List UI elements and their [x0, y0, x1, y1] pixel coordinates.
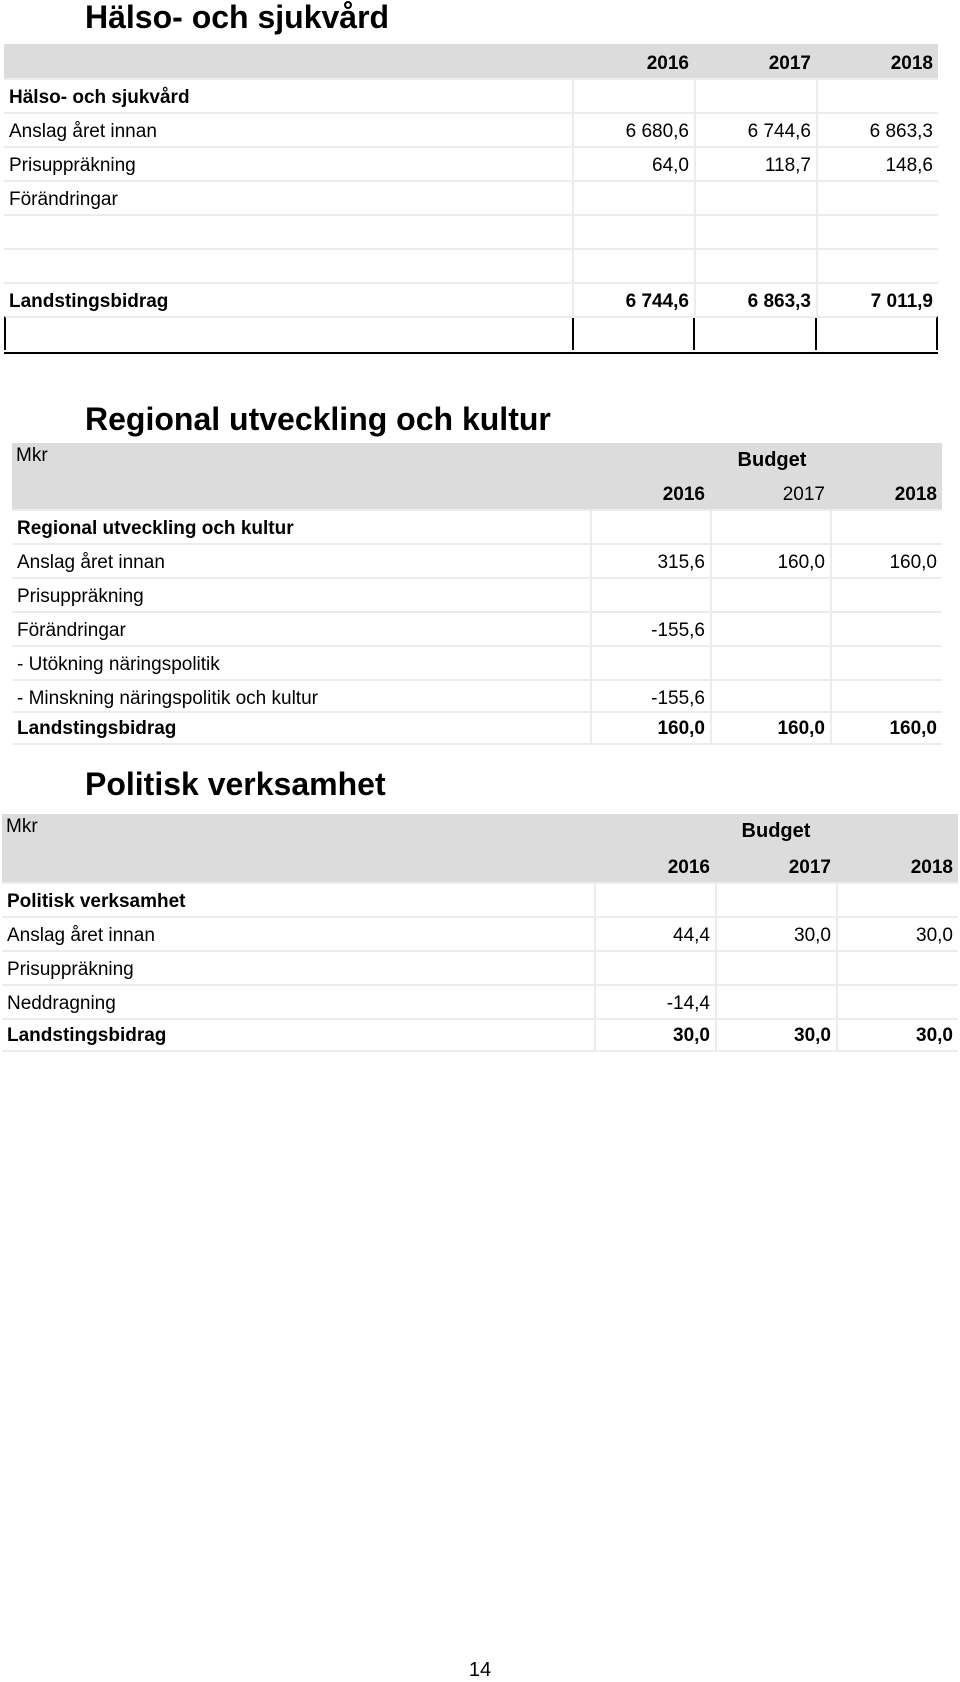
- value-2016: [590, 647, 710, 679]
- total-2016: 160,0: [590, 713, 710, 743]
- section-title-regional: Regional utveckling och kultur: [85, 401, 551, 437]
- empty-row: [4, 248, 938, 282]
- table-row: [12, 577, 942, 611]
- total-2017: 30,0: [715, 1020, 836, 1050]
- value-2016: [590, 579, 710, 611]
- year-2018-header: 2018: [890, 53, 933, 74]
- value-2018: 6 863,3: [816, 114, 938, 146]
- year-2016-header: 2016: [667, 857, 710, 878]
- subheading-label: Politisk verksamhet: [7, 891, 186, 912]
- value-2017: 6 744,6: [694, 114, 816, 146]
- unit-label: Mkr: [6, 816, 38, 837]
- row-label: Förändringar: [17, 620, 126, 641]
- value-2018: [816, 182, 938, 214]
- value-2018: 30,0: [836, 918, 958, 950]
- value-2017: [710, 613, 830, 645]
- table-row: [12, 645, 942, 679]
- row-label: Anslag året innan: [7, 925, 155, 946]
- row-label: Anslag året innan: [17, 552, 165, 573]
- row-label: Anslag året innan: [9, 121, 157, 142]
- section-title-politisk: Politisk verksamhet: [85, 766, 386, 802]
- page-number: 14: [468, 1659, 492, 1681]
- row-label: - Minskning näringspolitik och kultur: [17, 688, 318, 709]
- value-2016: -14,4: [594, 986, 715, 1018]
- value-2017: [710, 579, 830, 611]
- value-2016: 64,0: [572, 148, 694, 180]
- total-2016: 30,0: [594, 1020, 715, 1050]
- table-row: [4, 112, 938, 146]
- value-2017: [694, 182, 816, 214]
- value-2016: 315,6: [590, 545, 710, 577]
- year-2017-header: 2017: [768, 53, 811, 74]
- row-label: Prisuppräkning: [9, 155, 136, 176]
- row-label: - Utökning näringspolitik: [17, 654, 220, 675]
- value-2018: [830, 613, 942, 645]
- total-row: [2, 1018, 958, 1052]
- table-row: [2, 984, 958, 1018]
- value-2016: 6 680,6: [572, 114, 694, 146]
- year-2017-header: 2017: [782, 484, 825, 505]
- value-2018: [830, 647, 942, 679]
- empty-row: [4, 214, 938, 248]
- total-2018: 160,0: [830, 713, 942, 743]
- total-label: Landstingsbidrag: [7, 1025, 167, 1046]
- value-2016: -155,6: [590, 681, 710, 713]
- year-2016-header: 2016: [646, 53, 689, 74]
- value-2017: [710, 681, 830, 713]
- section-title-halso: Hälso- och sjukvård: [85, 0, 390, 35]
- total-row: [12, 711, 942, 745]
- row-label: Prisuppräkning: [7, 959, 134, 980]
- subheading-row: [2, 882, 958, 916]
- table-politisk-verksamhet: [2, 814, 958, 1054]
- value-2018: [830, 681, 942, 713]
- table-row: [12, 679, 942, 713]
- value-2018: 160,0: [830, 545, 942, 577]
- value-2016: -155,6: [590, 613, 710, 645]
- table-row: [2, 950, 958, 984]
- table-row: [12, 611, 942, 645]
- header-years-row: [2, 848, 958, 882]
- value-2018: [830, 579, 942, 611]
- total-2016: 6 744,6: [572, 284, 694, 316]
- row-label: Prisuppräkning: [17, 586, 144, 607]
- total-label: Landstingsbidrag: [9, 291, 169, 312]
- total-row: [4, 282, 938, 316]
- subheading-row: [12, 509, 942, 543]
- total-label: Landstingsbidrag: [17, 718, 177, 739]
- value-2017: 118,7: [694, 148, 816, 180]
- total-2017: 6 863,3: [694, 284, 816, 316]
- value-2017: [715, 986, 836, 1018]
- value-2017: [715, 952, 836, 984]
- header-row: [4, 44, 938, 78]
- table-regional-utveckling: [12, 443, 942, 745]
- bottom-border-row: [4, 316, 938, 350]
- subheading-label: Hälso- och sjukvård: [9, 87, 190, 108]
- budget-label: Budget: [737, 449, 807, 471]
- table-row: [4, 180, 938, 214]
- total-2018: 7 011,9: [816, 284, 938, 316]
- year-2017-header: 2017: [788, 857, 831, 878]
- value-2018: [836, 952, 958, 984]
- budget-label: Budget: [741, 820, 811, 842]
- value-2018: 148,6: [816, 148, 938, 180]
- header-years-row: [12, 475, 942, 509]
- total-2017: 160,0: [710, 713, 830, 743]
- subheading-label: Regional utveckling och kultur: [17, 518, 294, 539]
- year-2016-header: 2016: [662, 484, 705, 505]
- row-label: Förändringar: [9, 189, 118, 210]
- table-row: [2, 916, 958, 950]
- table-row: [12, 543, 942, 577]
- value-2018: [836, 986, 958, 1018]
- value-2017: 30,0: [715, 918, 836, 950]
- total-2018: 30,0: [836, 1020, 958, 1050]
- value-2017: [710, 647, 830, 679]
- row-label: Neddragning: [7, 993, 116, 1014]
- unit-label: Mkr: [16, 445, 48, 466]
- table-row: [4, 146, 938, 180]
- table-halso-och-sjukvard: [4, 44, 938, 354]
- subheading-row: [4, 78, 938, 112]
- value-2016: [594, 952, 715, 984]
- value-2016: [572, 182, 694, 214]
- year-2018-header: 2018: [910, 857, 953, 878]
- value-2016: 44,4: [594, 918, 715, 950]
- value-2017: 160,0: [710, 545, 830, 577]
- year-2018-header: 2018: [894, 484, 937, 505]
